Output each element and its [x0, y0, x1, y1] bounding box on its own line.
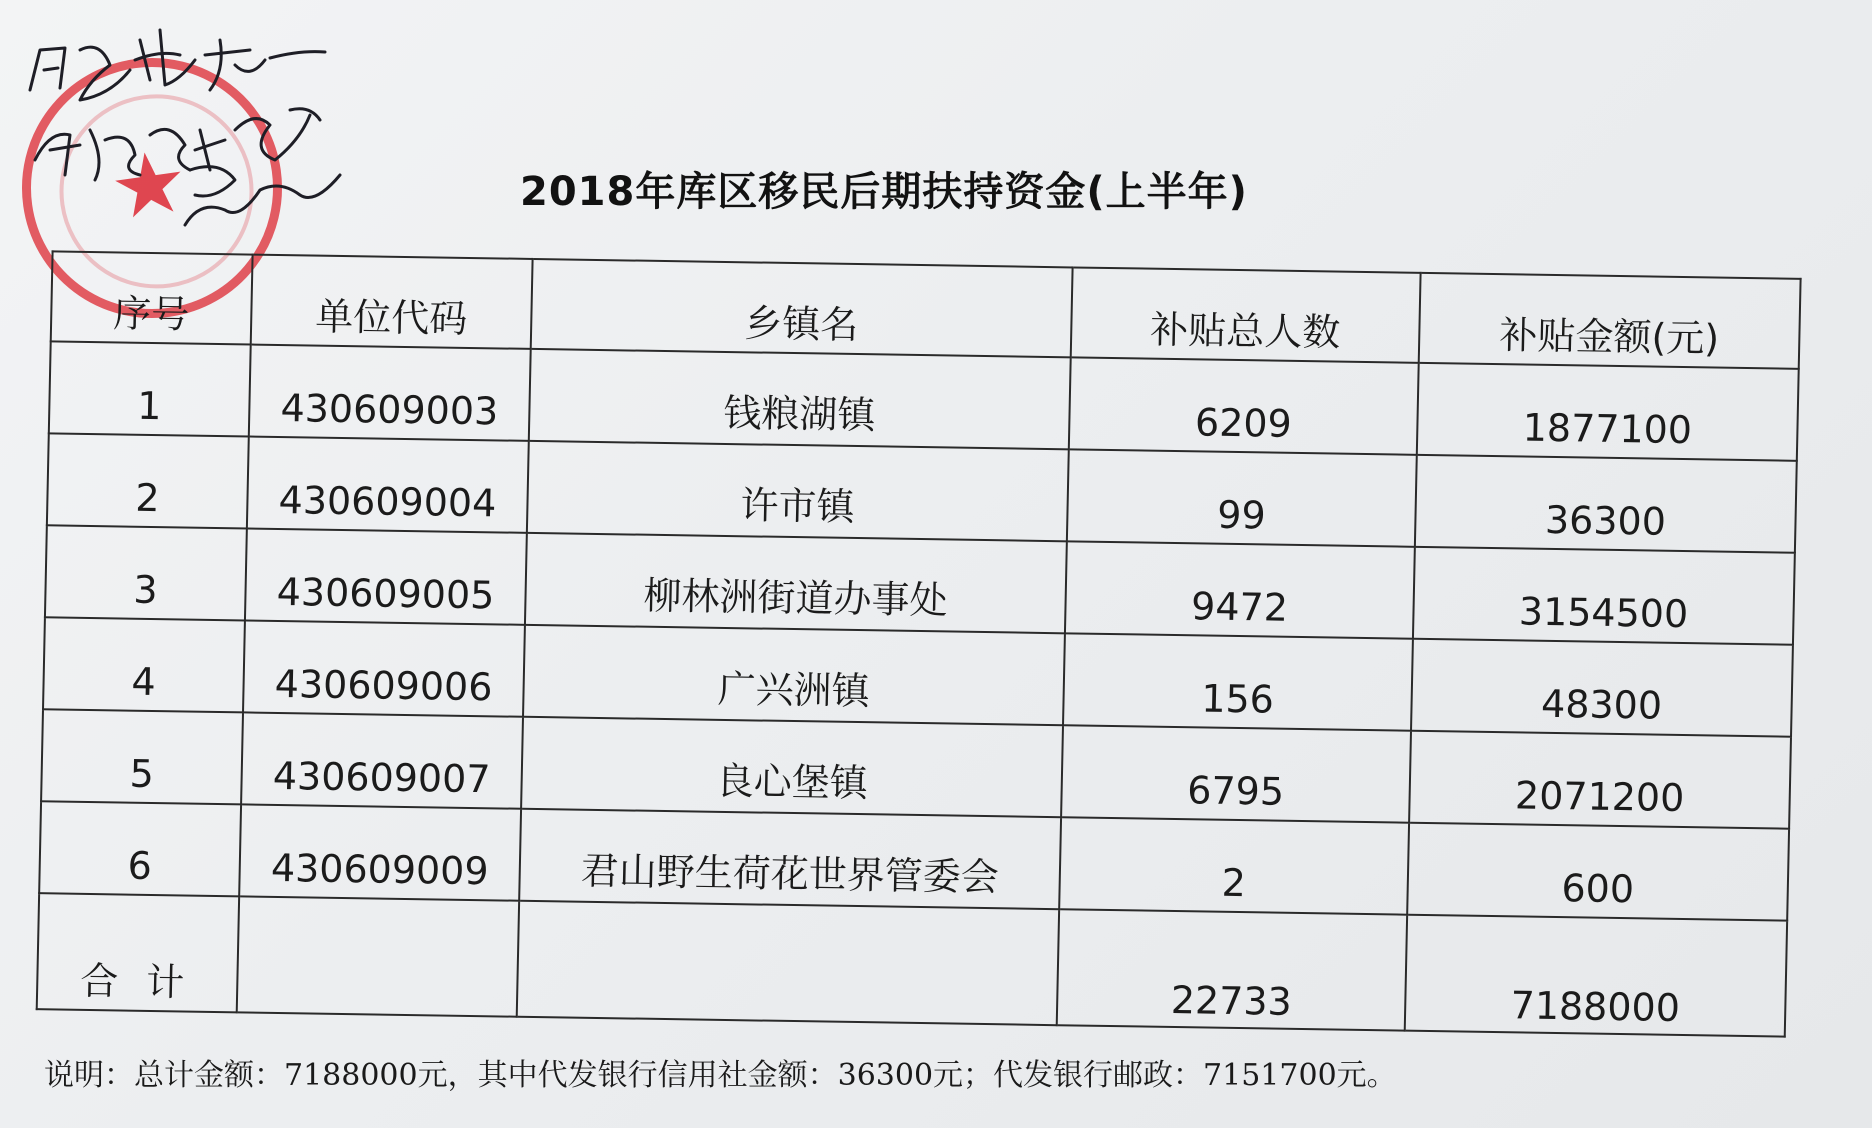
- cell-index: 2: [47, 433, 249, 528]
- funding-table-wrapper: [36, 250, 1799, 1030]
- explanation-note: 说明：总计金额：7188000元，其中代发银行信用社金额：36300元；代发银行邮政：7151700元。: [44, 1058, 1397, 1093]
- cell-people-count: 99: [1067, 449, 1417, 546]
- header-unit-code: 单位代码: [251, 255, 533, 349]
- cell-amount: 36300: [1415, 455, 1797, 553]
- cell-amount: 3154500: [1413, 547, 1795, 645]
- cell-index: 6: [39, 801, 241, 896]
- cell-unit-code: 430609006: [243, 620, 525, 716]
- cell-unit-code: 430609009: [239, 804, 521, 900]
- cell-index: 5: [41, 709, 243, 804]
- stamp-star-icon: ★: [104, 130, 195, 241]
- cell-unit-code: 430609004: [247, 436, 529, 532]
- cell-total-label: 合计: [37, 893, 239, 1012]
- cell-people-count: 6795: [1061, 725, 1411, 822]
- cell-people-count: 9472: [1065, 541, 1415, 638]
- cell-index: 4: [43, 617, 245, 712]
- cell-people-count: 156: [1063, 633, 1413, 730]
- cell-unit-code: 430609003: [249, 345, 531, 441]
- cell-people-count: 2: [1059, 817, 1409, 914]
- cell-total-people-count: 22733: [1057, 909, 1407, 1030]
- cell-index: 1: [49, 341, 251, 436]
- cell-amount: 1877100: [1417, 363, 1799, 461]
- cell-people-count: 6209: [1069, 357, 1419, 454]
- header-town-name: 乡镇名: [531, 259, 1073, 357]
- cell-total-unit-code-empty: [237, 896, 519, 1016]
- cell-unit-code: 430609007: [241, 712, 523, 808]
- cell-town-name: 君山野生荷花世界管委会: [519, 809, 1061, 909]
- cell-town-name: 钱粮湖镇: [529, 349, 1071, 449]
- cell-amount: 2071200: [1409, 731, 1791, 829]
- cell-amount: 600: [1407, 823, 1789, 921]
- cell-total-town-empty: [517, 901, 1059, 1025]
- funding-table: [36, 250, 1802, 1037]
- cell-index: 3: [45, 525, 247, 620]
- header-amount: 补贴金额(元): [1419, 273, 1801, 369]
- cell-town-name: 广兴洲镇: [523, 625, 1065, 725]
- handwritten-approval-signature: [10, 10, 430, 250]
- cell-total-amount: 7188000: [1405, 915, 1787, 1037]
- header-index: 序号: [51, 251, 253, 344]
- cell-town-name: 许市镇: [527, 441, 1069, 541]
- cell-town-name: 良心堡镇: [521, 717, 1063, 817]
- cell-town-name: 柳林洲街道办事处: [525, 533, 1067, 633]
- header-people-count: 补贴总人数: [1071, 267, 1421, 362]
- cell-unit-code: 430609005: [245, 528, 527, 624]
- cell-amount: 48300: [1411, 639, 1793, 737]
- document-title: 2018年库区移民后期扶持资金(上半年): [520, 169, 1248, 215]
